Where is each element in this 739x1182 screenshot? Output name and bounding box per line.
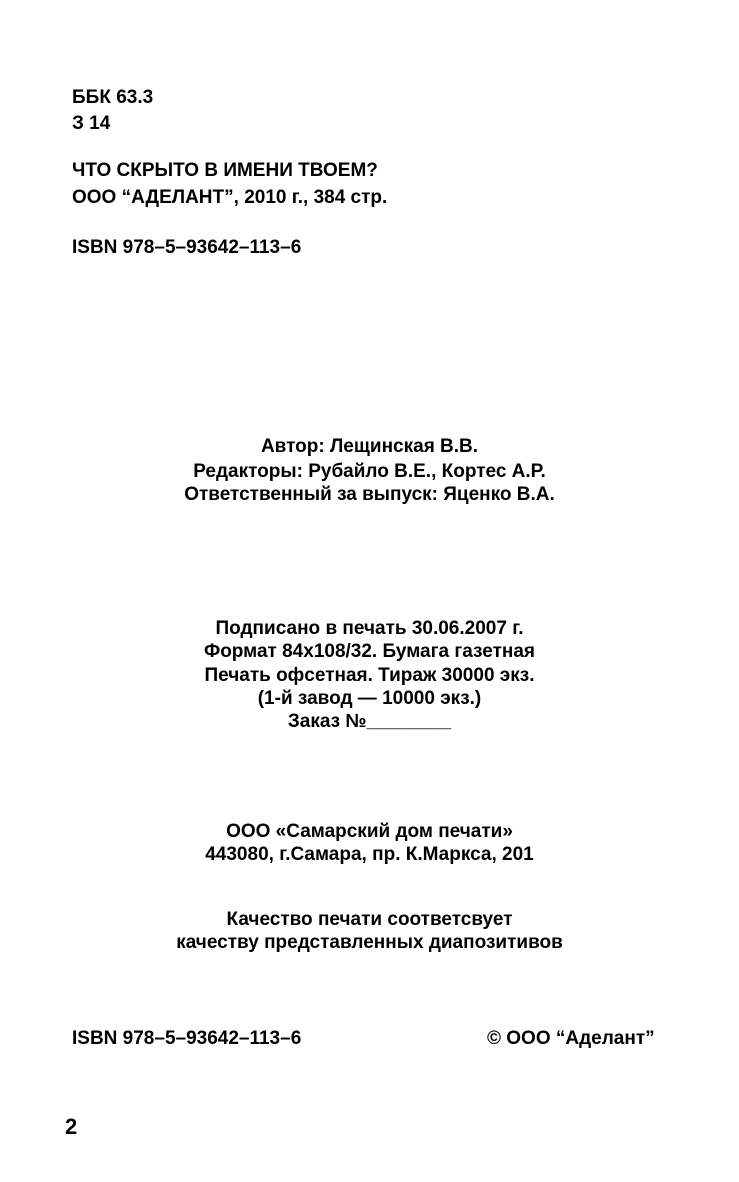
print-run-line: Печать офсетная. Тираж 30000 экз. [204, 665, 535, 686]
printer-name: ООО «Самарский дом печати» [226, 821, 513, 842]
first-run-line: (1-й завод — 10000 экз.) [257, 688, 482, 709]
bbk-code: ББК 63.3 [72, 87, 154, 108]
isbn-bottom: ISBN 978–5–93642–113–6 [72, 1028, 302, 1049]
publisher-line: ООО “АДЕЛАНТ”, 2010 г., 384 стр. [72, 187, 388, 208]
editors-credit: Редакторы: Рубайло В.Е., Кортес А.Р. [193, 461, 546, 482]
page-number: 2 [65, 1114, 78, 1139]
order-number-line: Заказ №________ [287, 711, 452, 732]
responsible-credit: Ответственный за выпуск: Яценко В.А. [184, 484, 555, 505]
author-credit: Автор: Лещинская В.В. [260, 436, 479, 457]
signed-for-print: Подписано в печать 30.06.2007 г. [215, 618, 524, 639]
format-line: Формат 84х108/32. Бумага газетная [203, 641, 535, 662]
author-index: З 14 [72, 113, 111, 134]
isbn-top: ISBN 978–5–93642–113–6 [72, 237, 302, 258]
copyright-notice: © ООО “Аделант” [487, 1028, 655, 1049]
quality-line-2: качеству представленных диапозитивов [176, 932, 563, 953]
quality-line-1: Качество печати соответсвует [226, 909, 513, 930]
printer-address: 443080, г.Самара, пр. К.Маркса, 201 [205, 844, 534, 865]
book-title: ЧТО СКРЫТО В ИМЕНИ ТВОЕМ? [72, 160, 378, 181]
